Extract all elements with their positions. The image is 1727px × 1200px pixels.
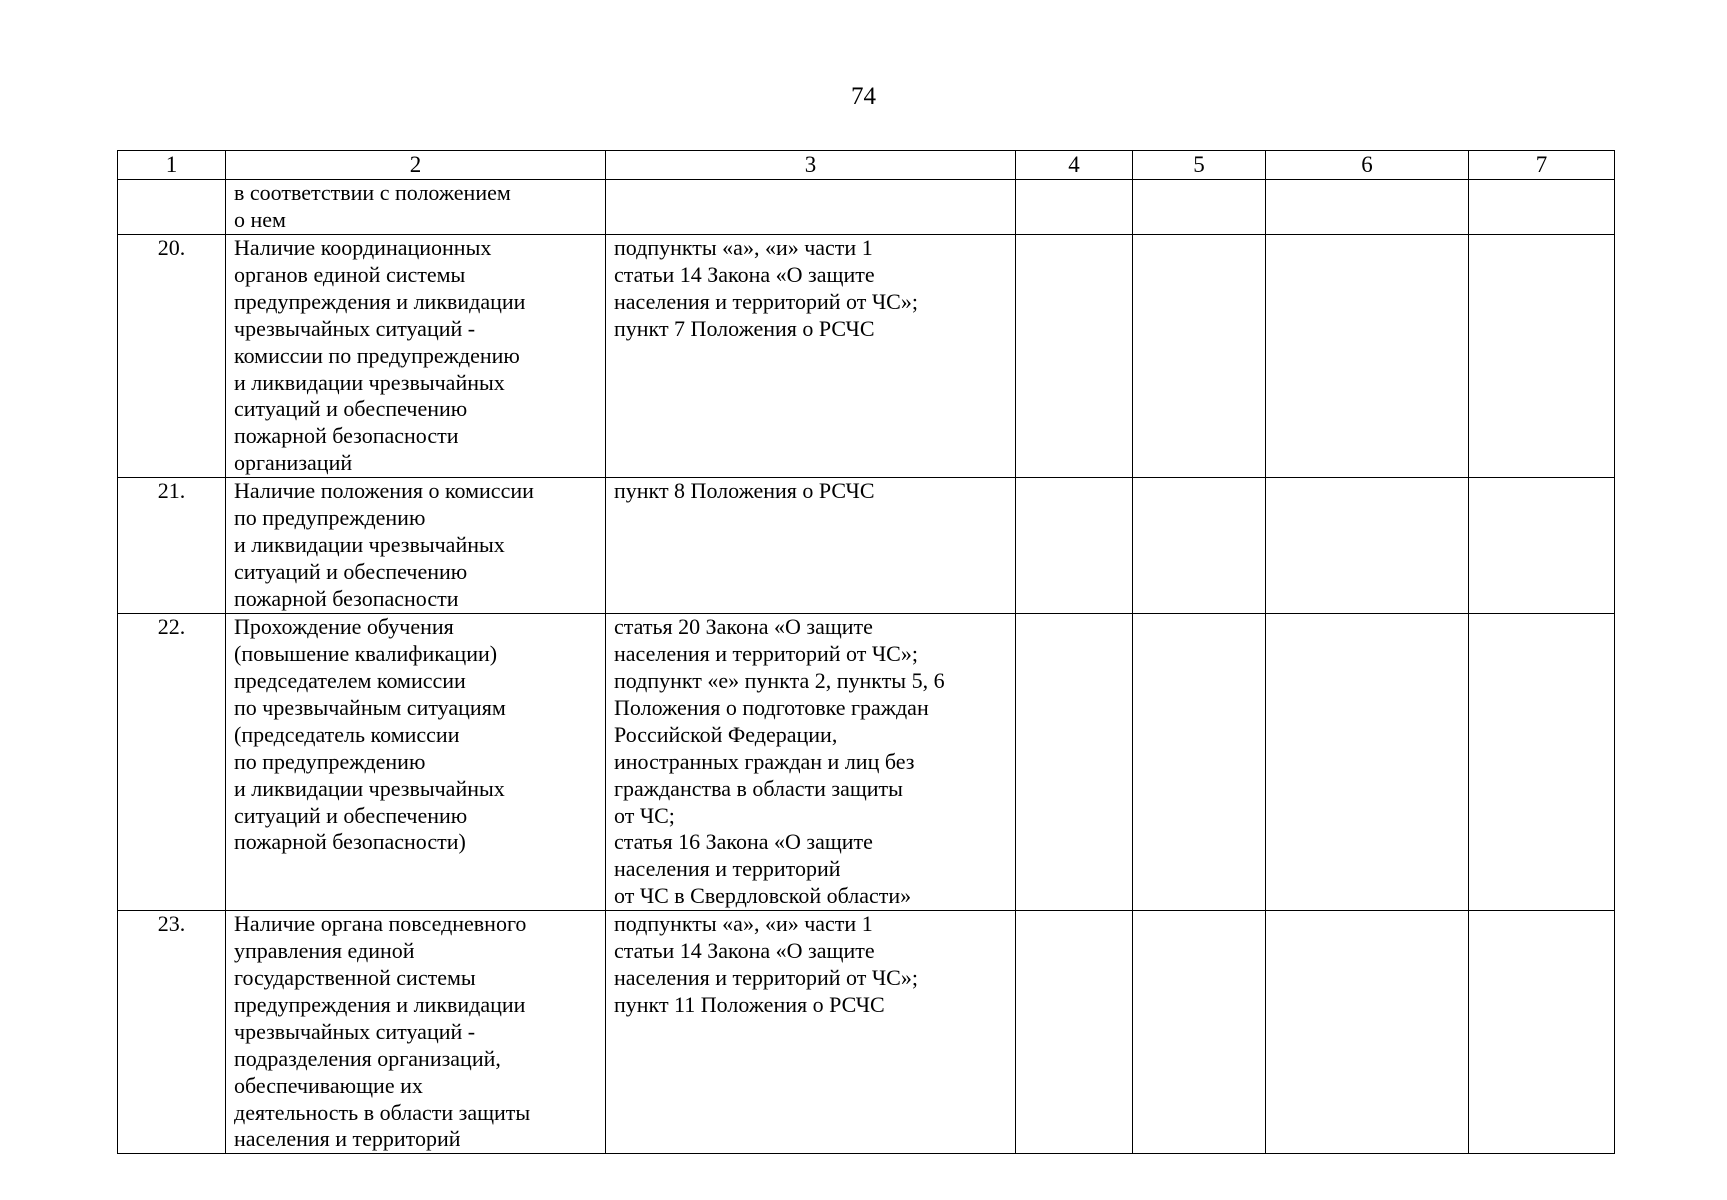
empty-cell (1266, 911, 1469, 1154)
legal-basis-cell: подпункты «а», «и» части 1 статьи 14 Закона «О защите населения и территорий от ЧС»; пункт 7 Положения о РСЧС (606, 235, 1016, 478)
requirement-cell: в соответствии с положением о нем (226, 180, 606, 235)
empty-cell (1469, 180, 1615, 235)
empty-cell (1469, 614, 1615, 911)
empty-cell (1016, 911, 1133, 1154)
empty-cell (1133, 180, 1266, 235)
row-number: 20. (118, 235, 226, 478)
empty-cell (1016, 614, 1133, 911)
requirements-table (117, 150, 1615, 1154)
row-number: 22. (118, 614, 226, 911)
empty-cell (1469, 911, 1615, 1154)
empty-cell (1266, 614, 1469, 911)
table-row (118, 478, 1615, 614)
requirement-cell: Наличие координационных органов единой системы предупреждения и ликвидации чрезвычайных ситуаций - комиссии по предупреждению и ликвидации чрезвычайных ситуаций и обеспечению пожарной безопасности организаций (226, 235, 606, 478)
column-header: 2 (226, 151, 606, 180)
empty-cell (1266, 478, 1469, 614)
column-header: 7 (1469, 151, 1615, 180)
table-header-row (118, 151, 1615, 180)
empty-cell (1469, 478, 1615, 614)
requirement-cell: Наличие органа повседневного управления единой государственной системы предупреждения и ликвидации чрезвычайных ситуаций - подразделения организаций, обеспечивающие их деятельность в области защиты населения и территорий (226, 911, 606, 1154)
column-header: 3 (606, 151, 1016, 180)
empty-cell (1016, 478, 1133, 614)
empty-cell (1016, 180, 1133, 235)
empty-cell (1133, 235, 1266, 478)
column-header: 6 (1266, 151, 1469, 180)
table-row (118, 235, 1615, 478)
column-header: 1 (118, 151, 226, 180)
empty-cell (1469, 235, 1615, 478)
legal-basis-cell (606, 180, 1016, 235)
column-header: 5 (1133, 151, 1266, 180)
legal-basis-cell: пункт 8 Положения о РСЧС (606, 478, 1016, 614)
empty-cell (1266, 180, 1469, 235)
row-number (118, 180, 226, 235)
requirement-cell: Наличие положения о комиссии по предупреждению и ликвидации чрезвычайных ситуаций и обеспечению пожарной безопасности (226, 478, 606, 614)
row-number: 23. (118, 911, 226, 1154)
requirement-cell: Прохождение обучения (повышение квалификации) председателем комиссии по чрезвычайным ситуациям (председатель комиссии по предупреждению и ликвидации чрезвычайных ситуаций и обеспечению пожарной безопасности) (226, 614, 606, 911)
table-row (118, 911, 1615, 1154)
row-number: 21. (118, 478, 226, 614)
legal-basis-cell: статья 20 Закона «О защите населения и территорий от ЧС»; подпункт «е» пункта 2, пункты 5, 6 Положения о подготовке граждан Российской Федерации, иностранных граждан и лиц без гражданства в области защиты от ЧС; статья 16 Закона «О защите населения и территорий от ЧС в Свердловской области» (606, 614, 1016, 911)
legal-basis-cell: подпункты «а», «и» части 1 статьи 14 Закона «О защите населения и территорий от ЧС»; пункт 11 Положения о РСЧС (606, 911, 1016, 1154)
table-row (118, 614, 1615, 911)
empty-cell (1133, 614, 1266, 911)
column-header: 4 (1016, 151, 1133, 180)
empty-cell (1016, 235, 1133, 478)
empty-cell (1266, 235, 1469, 478)
table-row (118, 180, 1615, 235)
empty-cell (1133, 911, 1266, 1154)
page-number: 74 (851, 83, 876, 110)
empty-cell (1133, 478, 1266, 614)
